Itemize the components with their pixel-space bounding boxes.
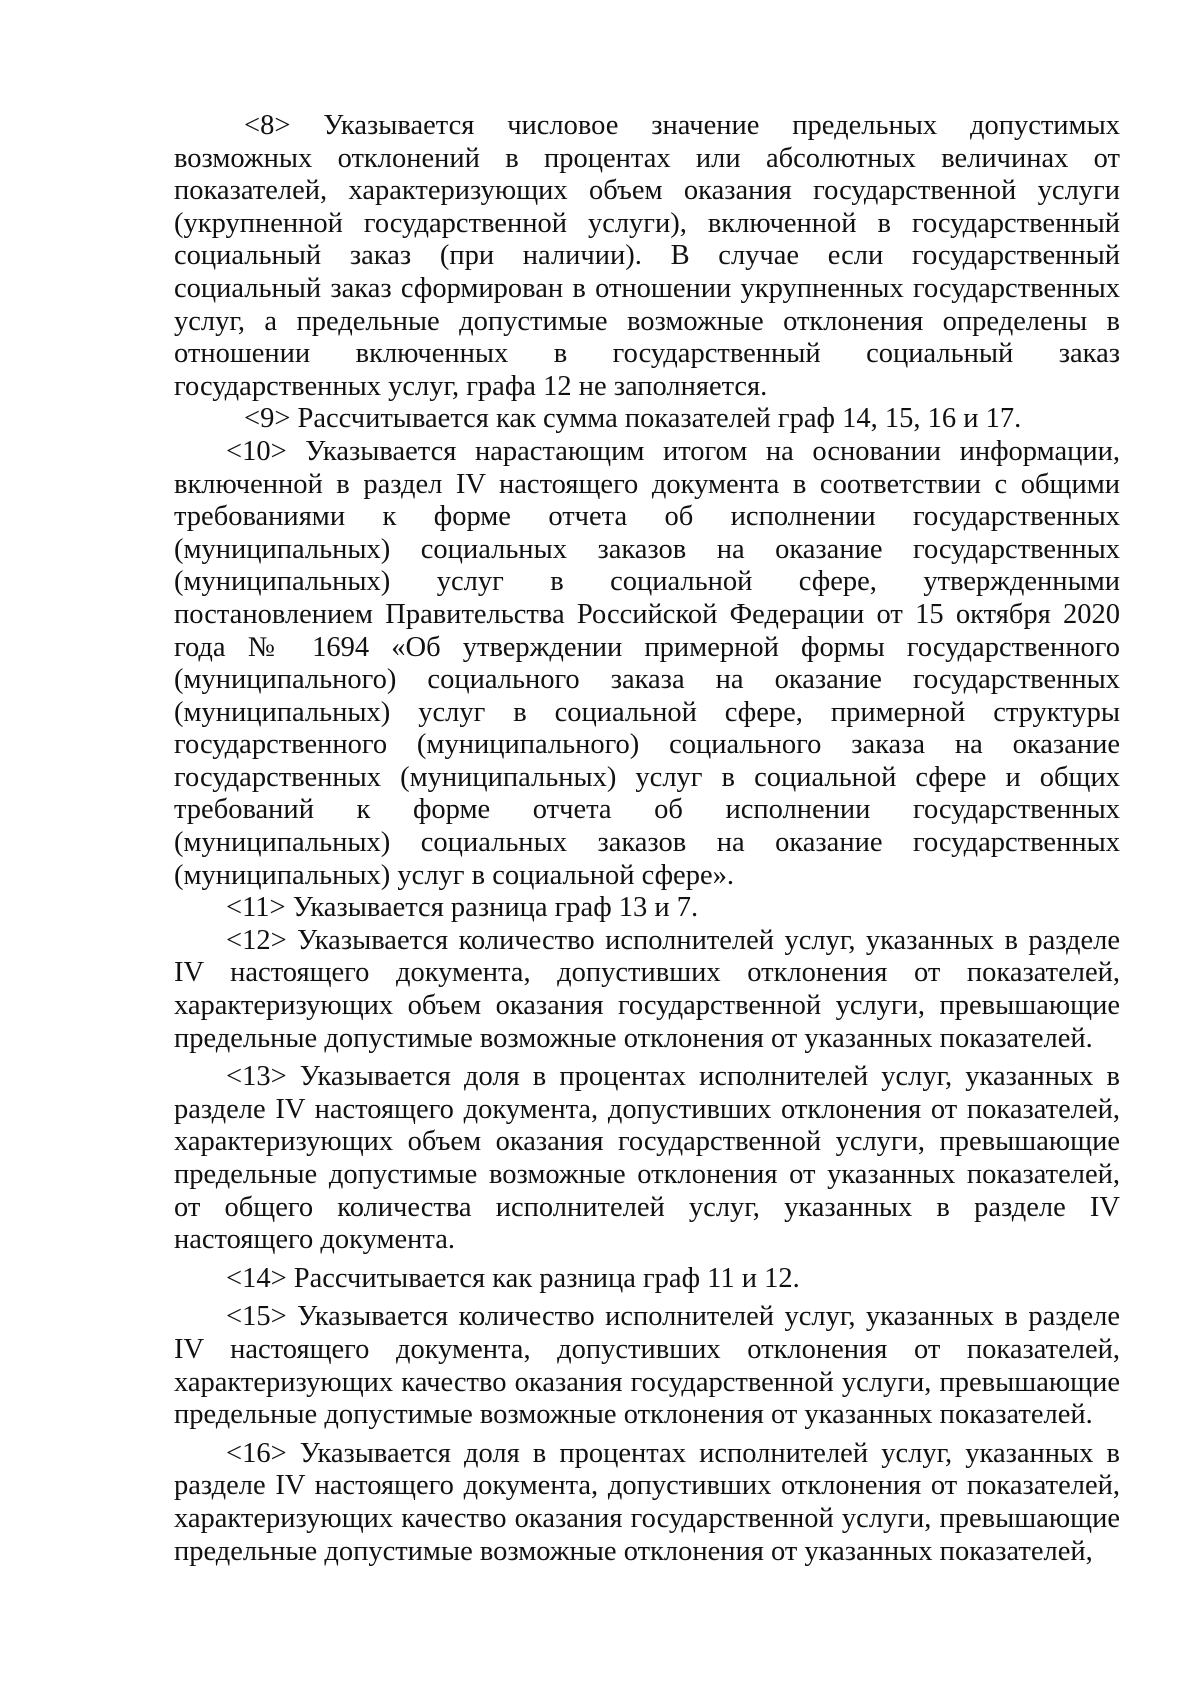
footnote-14: <14> Рассчитывается как разница граф 11 и 12. — [226, 1262, 800, 1294]
footnote-12: <12> Указывается количество исполнителей услуг, указанных в разделе IV настоящего документа, допустивших отклонения от показателей, характеризующих объем оказания государственной услуги, превышающие предельные допустимые возможные отклонения от указанных показателей. — [174, 924, 1120, 1054]
footnote-16: <16> Указывается доля в процентах исполнителей услуг, указанных в разделе IV настоящего документа, допустивших отклонения от показателей, характеризующих качество оказания государственной услуги, превышающие предельные допустимые возможные отклонения от указанных показателей, — [174, 1437, 1120, 1567]
footnote-13: <13> Указывается доля в процентах исполнителей услуг, указанных в разделе IV настоящего документа, допустивших отклонения от показателей, характеризующих объем оказания государственной услуги, превышающие предельные допустимые возможные отклонения от указанных показателей, от общего количества исполнителей услуг, указанных в разделе IV настоящего документа. — [174, 1061, 1120, 1256]
footnote-8: <8> Указывается числовое значение предельных допустимых возможных отклонений в процентах или абсолютных величинах от показателей, характеризующих объем оказания государственной услуги (укрупненной государственной услуги), включенной в государственный социальный заказ (при наличии). В случае если государственный социальный заказ сформирован в отношении укрупненных государственных услуг, а предельные допустимые возможные отклонения определены в отношении включенных в государственный социальный заказ государственных услуг, графа 12 не заполняется. — [174, 110, 1120, 402]
footnote-10: <10> Указывается нарастающим итогом на основании информации, включенной в раздел IV настоящего документа в соответствии с общими требованиями к форме отчета об исполнении государственных (муниципальных) социальных заказов на оказание государственных (муниципальных) услуг в социальной сфере, утвержденными постановлением Правительства Российской Федерации от 15 октября 2020 года № 1694 «Об утверждении примерной формы государственного (муниципального) социального заказа на оказание государственных (муниципальных) услуг в социальной сфере, примерной структуры государственного (муниципального) социального заказа на оказание государственных (муниципальных) услуг в социальной сфере и общих требований к форме отчета об исполнении государственных (муниципальных) социальных заказов на оказание государственных (муниципальных) услуг в социальной сфере». — [174, 435, 1120, 891]
footnote-9: <9> Рассчитывается как сумма показателей граф 14, 15, 16 и 17. — [244, 403, 1022, 435]
document-page — [174, 110, 1120, 1568]
footnote-11: <11> Указывается разница граф 13 и 7. — [226, 892, 699, 924]
footnote-15: <15> Указывается количество исполнителей услуг, указанных в разделе IV настоящего документа, допустивших отклонения от показателей, характеризующих качество оказания государственной услуги, превышающие предельные допустимые возможные отклонения от указанных показателей. — [174, 1301, 1120, 1431]
